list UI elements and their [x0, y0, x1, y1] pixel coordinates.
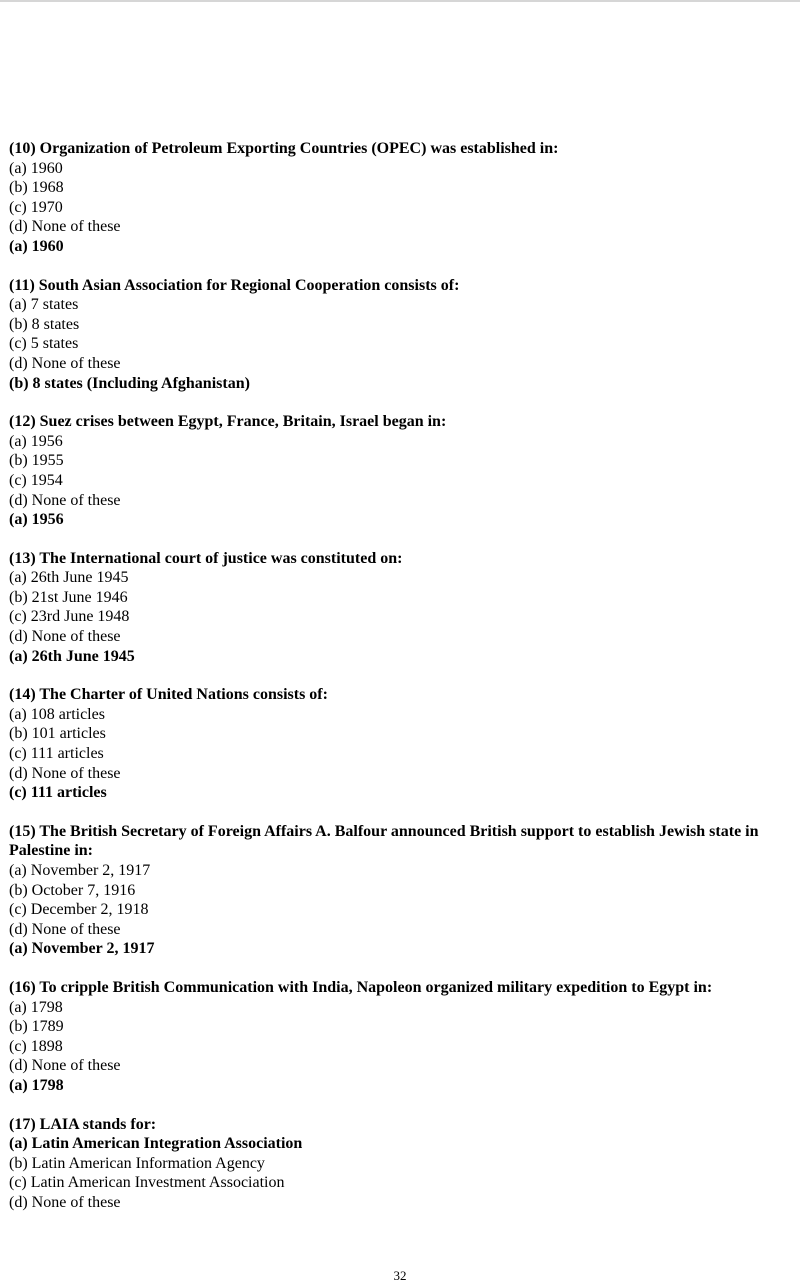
option-line: (a) 1960 — [9, 159, 63, 177]
option-line: (d) None of these — [9, 628, 121, 646]
option-line: (c) 111 articles — [9, 745, 104, 763]
option-line: (b) 1968 — [9, 179, 64, 197]
question-title: (13) The International court of justice was constituted on: — [9, 549, 403, 567]
option-line: (c) 1970 — [9, 198, 63, 216]
page-number: 32 — [393, 1268, 407, 1283]
option-line: (c) 1898 — [9, 1037, 63, 1055]
answer-line-bold: (b) 8 states (Including Afghanistan) — [9, 374, 250, 392]
option-line: (a) November 2, 1917 — [9, 862, 151, 879]
answer-line-bold: (a) Latin American Integration Association — [9, 1135, 303, 1153]
option-line: (d) None of these — [9, 1193, 121, 1211]
question-title: (10) Organization of Petroleum Exporting Countries (OPEC) was established in: — [9, 140, 559, 157]
question-block — [9, 685, 795, 803]
question-block — [9, 549, 795, 667]
question-block — [9, 412, 795, 530]
option-line: (c) 23rd June 1948 — [9, 608, 130, 626]
question-title: (15) The British Secretary of Foreign Affairs A. Balfour announced British support to establish Jewish state in Palestine in: — [9, 822, 759, 860]
option-line: (b) 8 states — [9, 315, 80, 333]
question-title: (16) To cripple British Communication with India, Napoleon organized military expedition to Egypt in: — [9, 978, 713, 996]
option-line: (b) 1955 — [9, 452, 64, 470]
option-line: (d) None of these — [9, 1057, 121, 1075]
option-line: (a) 1956 — [9, 432, 63, 450]
option-line: (a) 26th June 1945 — [9, 569, 129, 587]
option-line: (a) 7 states — [9, 296, 79, 314]
option-line: (d) None of these — [9, 354, 121, 372]
option-line: (c) 5 states — [9, 335, 79, 353]
question-title: (12) Suez crises between Egypt, France, Britain, Israel began in: — [9, 413, 447, 431]
option-line: (d) None of these — [9, 218, 121, 236]
answer-line-bold: (a) November 2, 1917 — [9, 940, 155, 958]
option-line: (b) 101 articles — [9, 725, 106, 743]
answer-line-bold: (a) 26th June 1945 — [9, 647, 135, 665]
answer-line-bold: (a) 1960 — [9, 237, 64, 255]
question-title: (17) LAIA stands for: — [9, 1115, 157, 1133]
option-line: (b) 21st June 1946 — [9, 588, 128, 606]
option-line: (d) None of these — [9, 764, 121, 782]
question-block — [9, 1115, 795, 1213]
option-line: (c) 1954 — [9, 471, 63, 489]
option-line: (a) 108 articles — [9, 705, 105, 723]
option-line: (c) Latin American Investment Association — [9, 1174, 285, 1192]
question-block — [9, 139, 795, 257]
answer-line-bold: (a) 1956 — [9, 511, 64, 529]
page-top-rule — [0, 0, 800, 2]
option-line: (b) 1789 — [9, 1018, 64, 1036]
option-line: (b) Latin American Information Agency — [9, 1154, 265, 1172]
document-body — [9, 139, 795, 1232]
option-line: (b) October 7, 1916 — [9, 881, 136, 899]
question-title: (11) South Asian Association for Regional Cooperation consists of: — [9, 276, 460, 294]
option-line: (d) None of these — [9, 491, 121, 509]
question-block — [9, 978, 795, 1096]
question-block — [9, 822, 795, 959]
question-block — [9, 276, 795, 394]
answer-line-bold: (a) 1798 — [9, 1076, 64, 1094]
question-title: (14) The Charter of United Nations consists of: — [9, 686, 328, 704]
option-line: (c) December 2, 1918 — [9, 901, 149, 919]
option-line: (a) 1798 — [9, 998, 63, 1016]
option-line: (d) None of these — [9, 920, 121, 938]
answer-line-bold: (c) 111 articles — [9, 784, 107, 802]
